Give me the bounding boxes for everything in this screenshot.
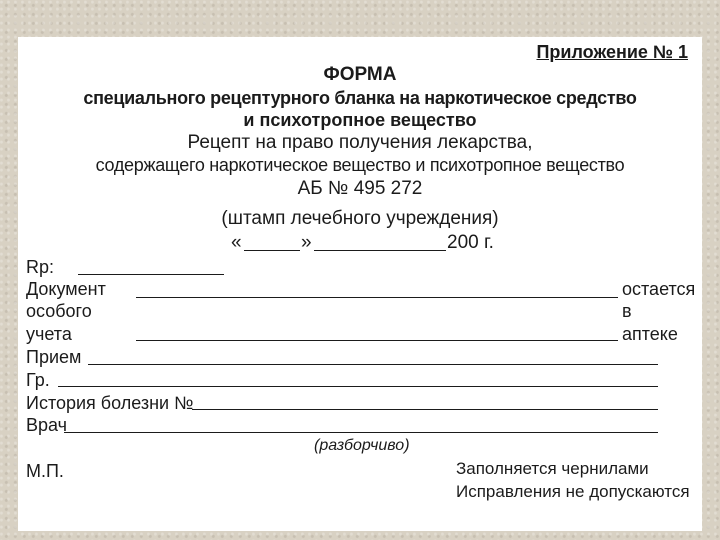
date-day-line[interactable] xyxy=(244,250,300,251)
date-open-quote: « xyxy=(231,232,242,253)
document-line-2[interactable] xyxy=(136,340,618,341)
special-label: особого xyxy=(26,301,92,321)
prescription-form-sheet xyxy=(18,37,702,531)
form-subtitle-line1: специального рецептурного бланка на наркотическое средство xyxy=(83,88,637,108)
rp-line[interactable] xyxy=(78,274,224,275)
rx-title-line2: содержащего наркотическое вещество и психотропное вещество xyxy=(95,155,625,175)
intake-label: Прием xyxy=(26,347,82,367)
rx-title-line1: Рецепт на право получения лекарства, xyxy=(187,132,533,153)
history-label: История болезни № xyxy=(26,393,194,413)
pharmacy-label: аптеке xyxy=(622,324,678,344)
form-title: ФОРМА xyxy=(323,64,397,85)
accounting-label: учета xyxy=(26,324,72,344)
stamp-label: (штамп лечебного учреждения) xyxy=(221,208,499,229)
form-subtitle-line2: и психотропное вещество xyxy=(243,110,477,130)
remains-label: остается xyxy=(622,279,696,299)
intake-line[interactable] xyxy=(88,364,658,365)
appendix-label: Приложение № 1 xyxy=(536,42,688,62)
date-year: 200 г. xyxy=(447,232,494,253)
rp-label: Rp: xyxy=(26,257,55,277)
in-label: в xyxy=(622,301,632,321)
seal-label: М.П. xyxy=(26,461,64,481)
document-label: Документ xyxy=(26,279,106,299)
legibly-hint: (разборчиво) xyxy=(314,437,410,454)
gr-label: Гр. xyxy=(26,370,50,390)
note-corrections: Исправления не допускаются xyxy=(456,482,690,501)
date-close-quote: » xyxy=(301,232,312,253)
doctor-line[interactable] xyxy=(64,432,658,433)
doctor-label: Врач xyxy=(26,415,68,435)
document-line[interactable] xyxy=(136,297,618,298)
note-ink: Заполняется чернилами xyxy=(456,459,649,478)
date-month-line[interactable] xyxy=(314,250,446,251)
gr-line[interactable] xyxy=(58,386,658,387)
serial-number: АБ № 495 272 xyxy=(297,178,423,199)
history-line[interactable] xyxy=(192,409,658,410)
